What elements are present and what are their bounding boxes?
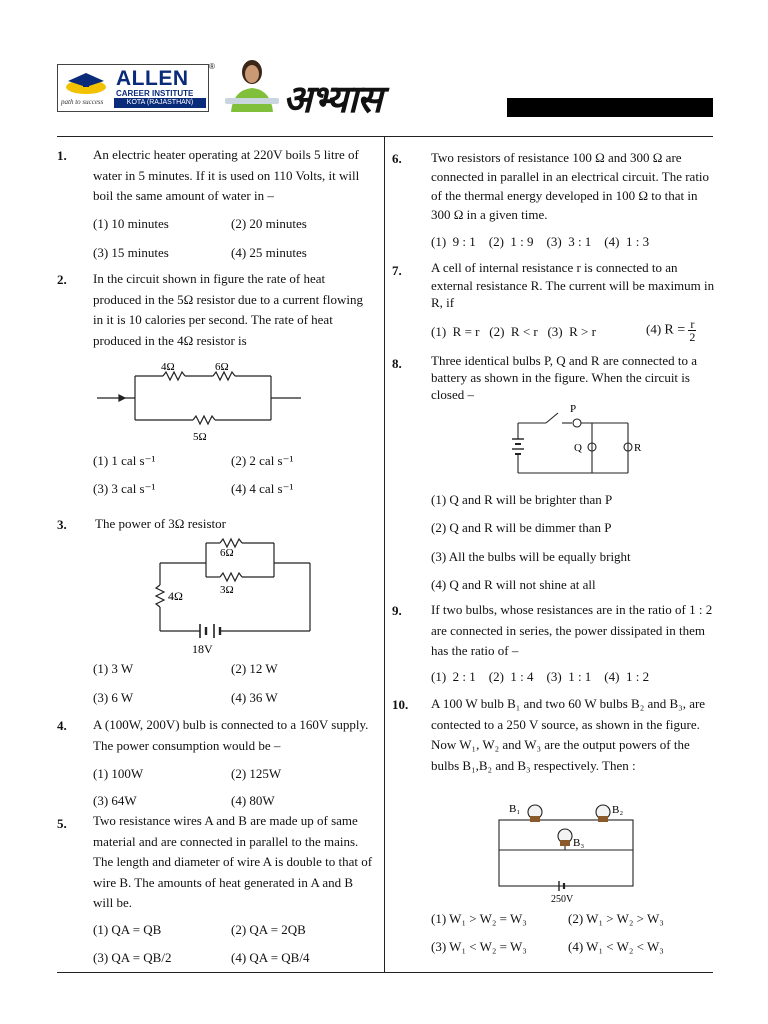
q10-number: 10. <box>392 697 409 712</box>
q8-text: Three identical bulbs P, Q and R are connected to a battery as shown in the figure. When the circuit is closed – <box>431 353 698 402</box>
q3-label-4ohm: 4Ω <box>168 589 183 603</box>
q10-option-1[interactable]: (1) W₁ > W₂ = W₃ <box>431 911 527 926</box>
q6-text: Two resistors of resistance 100 Ω and 300 Ω are connected in parallel in an electrical circuit. The ratio of the thermal energy developed in 100 Ω to that in 300 Ω in a given time. <box>431 150 710 222</box>
q5-option-3[interactable]: (3) QA = QB/2 <box>93 950 172 965</box>
logo-tagline: path to success <box>61 98 104 106</box>
q8-option-4[interactable]: (4) Q and R will not shine at all <box>431 577 596 592</box>
logo-brand: ALLEN <box>116 67 189 90</box>
q8-label-q: Q <box>574 442 582 454</box>
q10-label-250v: 250V <box>551 894 574 904</box>
graduation-cap-icon <box>62 69 110 95</box>
q5-number: 5. <box>57 816 67 831</box>
q8-label-p: P <box>570 403 577 415</box>
q2-label-4ohm: 4Ω <box>161 361 175 373</box>
q2-option-2[interactable]: (2) 2 cal s⁻¹ <box>231 453 294 468</box>
q1-option-3[interactable]: (3) 15 minutes <box>93 245 169 260</box>
q9-text: If two bulbs, whose resistances are in the ratio of 1 : 2 are connected in series, the power dissipated in them has the ratio of – <box>431 602 713 658</box>
q8-label-r: R <box>634 442 642 454</box>
q3-option-1[interactable]: (1) 3 W <box>93 661 134 676</box>
q10-option-3[interactable]: (3) W₁ < W₂ = W₃ <box>431 939 527 954</box>
q7-option-4-number: (4) <box>646 321 662 337</box>
page-title: अभ्यास <box>283 77 382 121</box>
registered-mark: ® <box>209 62 215 71</box>
logo-line1: CAREER INSTITUTE <box>116 89 194 98</box>
allen-logo <box>57 64 209 112</box>
q5-option-2[interactable]: (2) QA = 2QB <box>231 922 306 937</box>
q7-number: 7. <box>392 263 402 278</box>
q3-label-6ohm: 6Ω <box>220 547 234 559</box>
q7-text: A cell of internal resistance r is connected to an external resistance R. The current will be maximum in R, if <box>431 260 715 310</box>
q7-option-4-lhs: R = <box>664 322 686 338</box>
q3-option-2[interactable]: (2) 12 W <box>231 661 278 676</box>
q9-number: 9. <box>392 603 402 618</box>
q8-option-3[interactable]: (3) All the bulbs will be equally bright <box>431 549 631 564</box>
q2-text: In the circuit shown in figure the rate of heat produced in the 5Ω resistor due to a current flowing in it is 10 calories per second. The rate of heat produced in the 4Ω resistor is <box>93 271 363 348</box>
header-black-bar <box>507 98 713 117</box>
bottom-rule <box>57 972 713 973</box>
q7-frac-denominator: 2 <box>689 330 696 344</box>
q1-number: 1. <box>57 148 67 163</box>
q5-text: Two resistance wires A and B are made up of same material and are connected in parallel to the mains. The length and diameter of wire A is double to that of wire B. The amounts of heat generated in A and B will be. <box>93 813 373 910</box>
q1-option-1[interactable]: (1) 10 minutes <box>93 216 169 231</box>
q2-option-1[interactable]: (1) 1 cal s⁻¹ <box>93 453 156 468</box>
q3-circuit-diagram <box>150 533 320 655</box>
q7-option-4-fraction <box>688 318 696 343</box>
q7-options[interactable]: (1) R = r (2) R < r (3) R > r <box>431 324 596 339</box>
q3-text: The power of 3Ω resistor <box>95 516 226 531</box>
q7-option-4[interactable] <box>646 318 696 343</box>
q10-label-b3: B₃ <box>573 837 585 849</box>
q10-option-4[interactable]: (4) W₁ < W₂ < W₃ <box>568 939 664 954</box>
q4-text: A (100W, 200V) bulb is connected to a 160V supply. The power consumption would be – <box>93 717 369 753</box>
q5-option-4[interactable]: (4) QA = QB/4 <box>231 950 310 965</box>
q2-number: 2. <box>57 272 67 287</box>
logo-line2: KOTA (RAJASTHAN) <box>114 98 206 108</box>
q10-text: A 100 W bulb B₁ and two 60 W bulbs B₂ and B₃, are contected to a 250 V source, as shown in the figure. Now W₁, W₂ and W₃ are the output powers of the bulbs B₁,B₂ and B₃ respectively. Then : <box>431 696 706 773</box>
q10-label-b2: B₂ <box>612 804 624 816</box>
q4-option-1[interactable]: (1) 100W <box>93 766 144 781</box>
q7-frac-numerator: r <box>690 317 695 331</box>
q3-number: 3. <box>57 517 67 532</box>
person-photo <box>223 56 281 112</box>
q6-number: 6. <box>392 151 402 166</box>
q2-label-5ohm: 5Ω <box>193 431 207 443</box>
q1-text: An electric heater operating at 220V boils 5 litre of water in 5 minutes. If it is used on 110 Volts, it will boil the same amount of water in – <box>93 147 360 203</box>
q3-option-4[interactable]: (4) 36 W <box>231 690 278 705</box>
q6-options[interactable]: (1) 9 : 1 (2) 1 : 9 (3) 3 : 1 (4) 1 : 3 <box>431 234 650 249</box>
q8-number: 8. <box>392 356 402 371</box>
q2-option-3[interactable]: (3) 3 cal s⁻¹ <box>93 481 156 496</box>
q2-label-6ohm: 6Ω <box>215 361 229 373</box>
q2-option-4[interactable]: (4) 4 cal s⁻¹ <box>231 481 294 496</box>
q3-label-3ohm: 3Ω <box>220 584 234 596</box>
q8-circuit-diagram <box>508 403 648 483</box>
q4-option-3[interactable]: (3) 64W <box>93 793 137 808</box>
q1-option-2[interactable]: (2) 20 minutes <box>231 216 307 231</box>
q10-circuit-diagram <box>495 796 637 904</box>
q8-option-2[interactable]: (2) Q and R will be dimmer than P <box>431 520 612 535</box>
q4-option-4[interactable]: (4) 80W <box>231 793 275 808</box>
q8-option-1[interactable]: (1) Q and R will be brighter than P <box>431 492 613 507</box>
q4-option-2[interactable]: (2) 125W <box>231 766 282 781</box>
q9-options[interactable]: (1) 2 : 1 (2) 1 : 4 (3) 1 : 1 (4) 1 : 2 <box>431 669 650 684</box>
q5-option-1[interactable]: (1) QA = QB <box>93 922 162 937</box>
q4-number: 4. <box>57 718 67 733</box>
q2-circuit-diagram <box>93 360 303 445</box>
q10-label-b1: B₁ <box>509 803 521 815</box>
q10-option-2[interactable]: (2) W₁ > W₂ > W₃ <box>568 911 664 926</box>
q3-label-18v: 18V <box>192 642 213 655</box>
top-rule <box>57 136 713 137</box>
q3-option-3[interactable]: (3) 6 W <box>93 690 134 705</box>
q1-option-4[interactable]: (4) 25 minutes <box>231 245 307 260</box>
column-divider <box>384 137 385 972</box>
